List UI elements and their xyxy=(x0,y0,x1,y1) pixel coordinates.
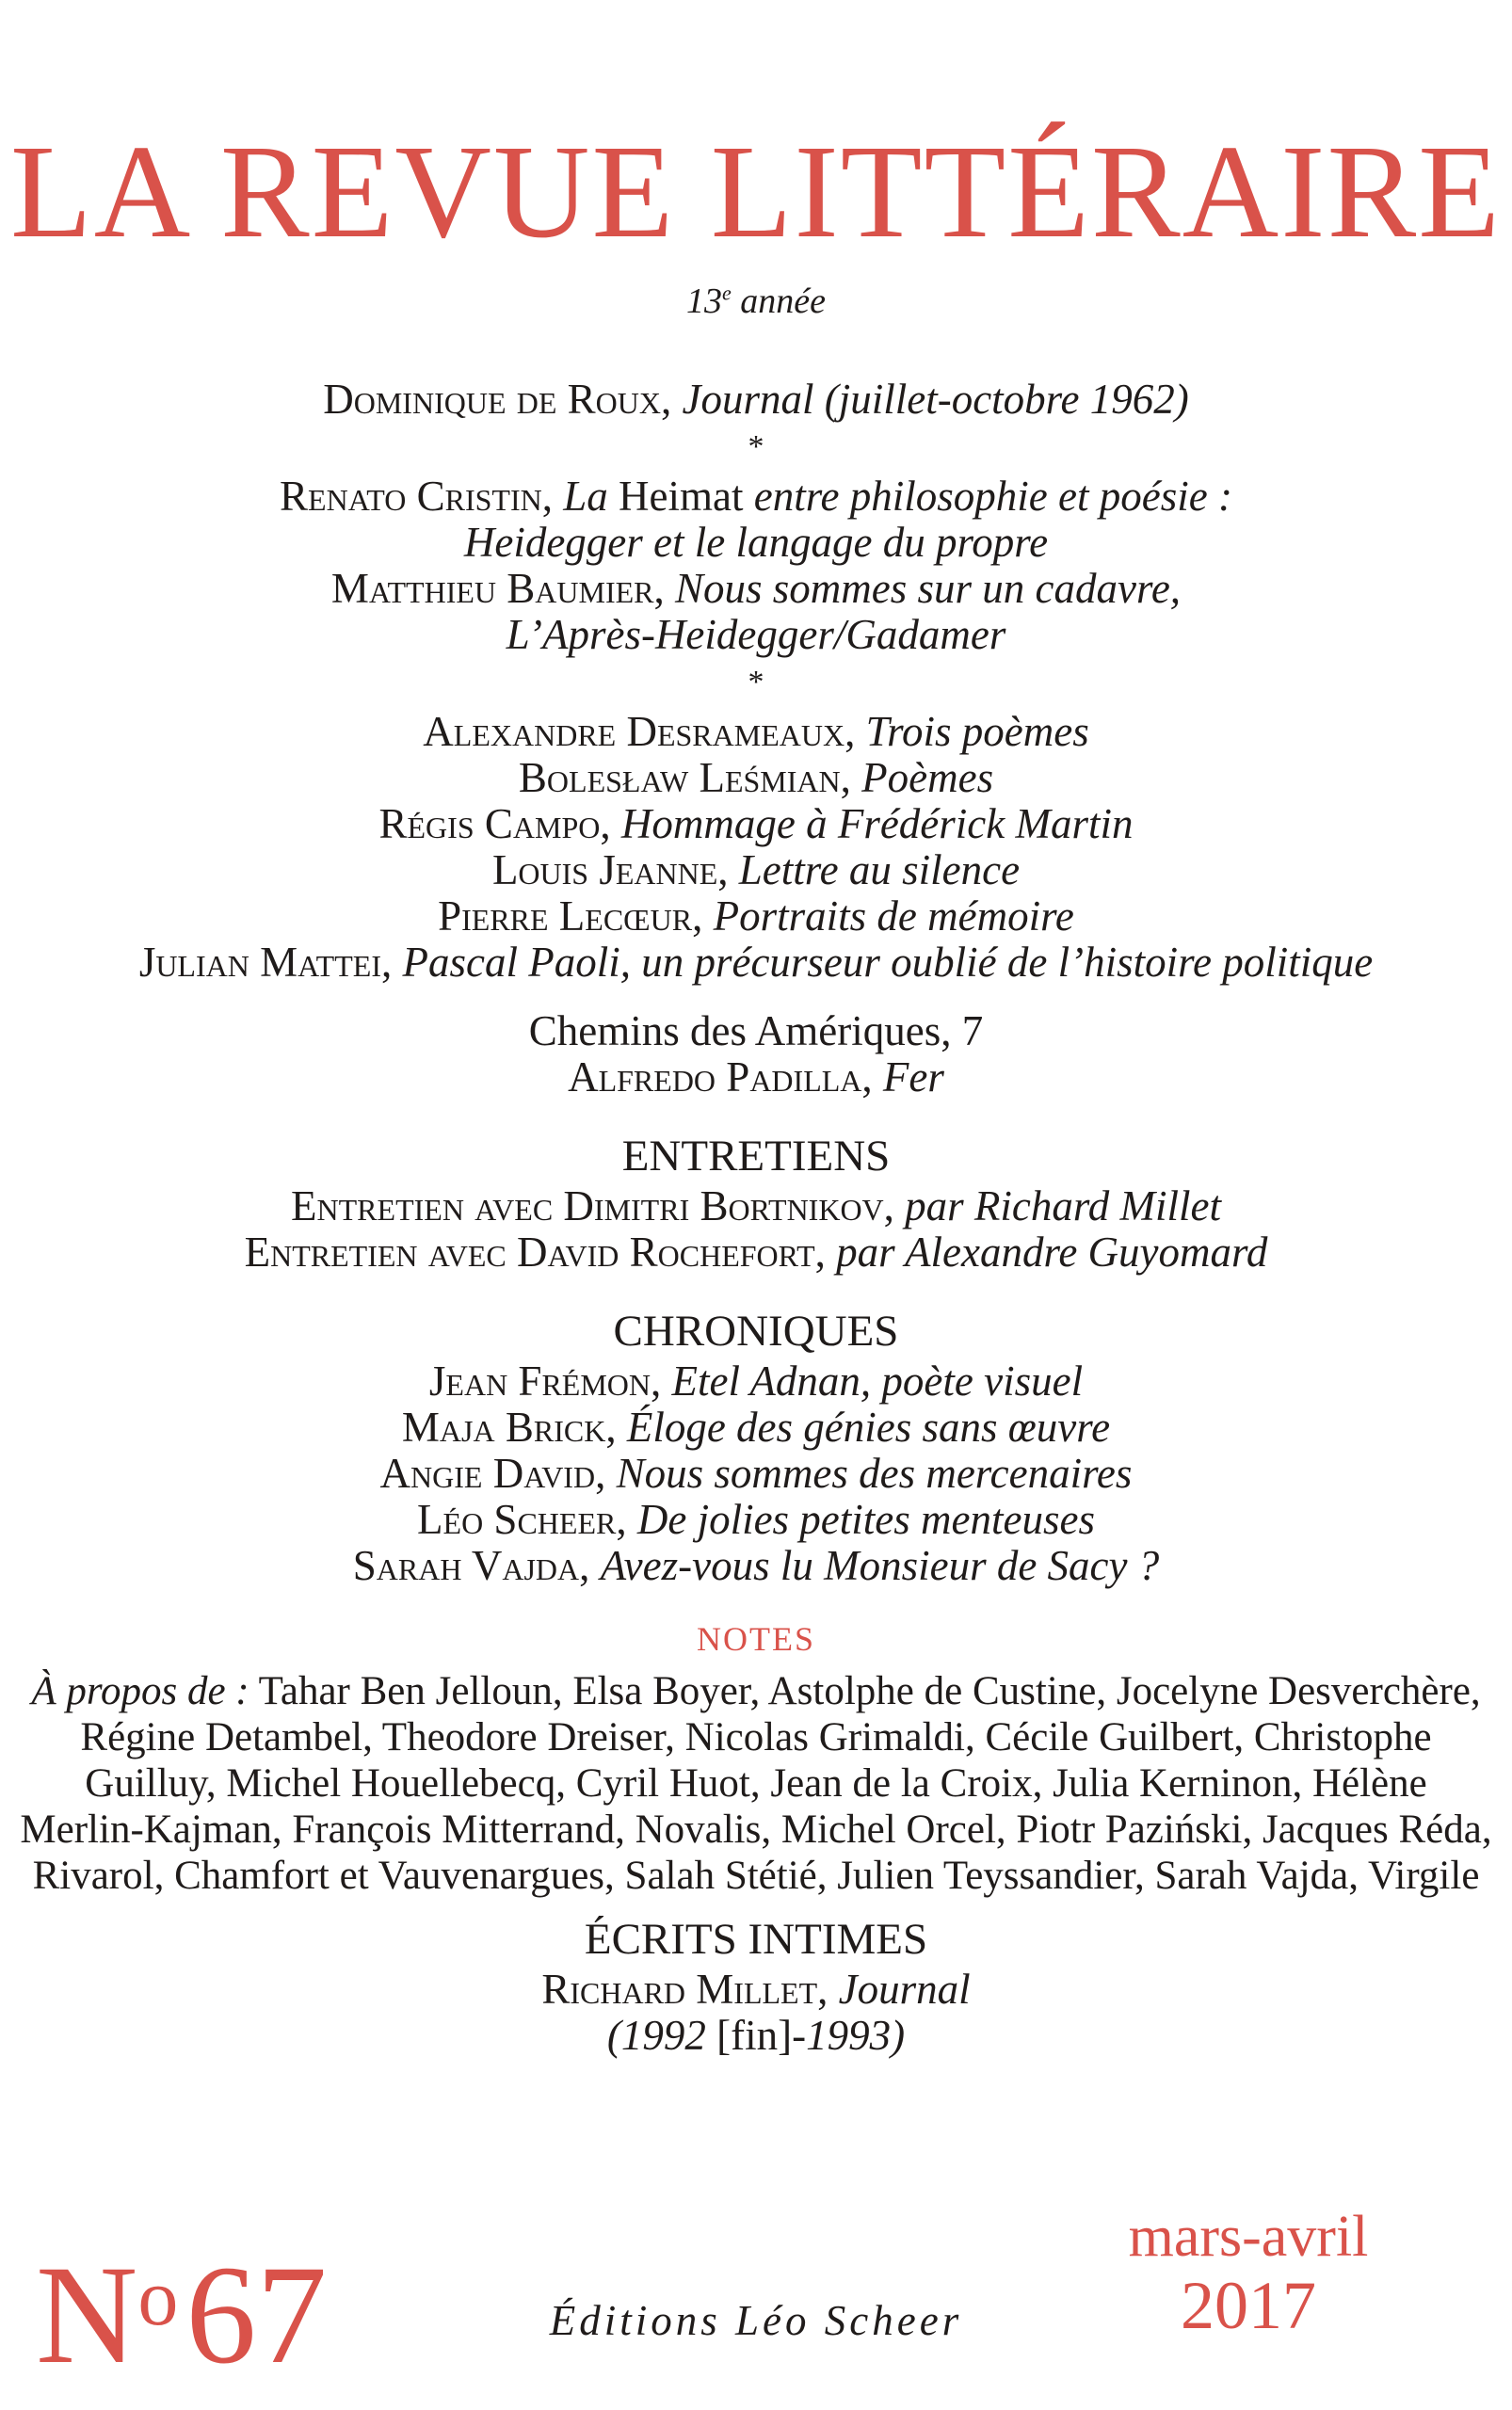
toc-entry-continuation: Heidegger et le langage du propre xyxy=(463,519,1049,566)
toc-entry: Richard Millet, Journal xyxy=(541,1966,971,2013)
toc-entry-continuation: L’Après-Heidegger/Gadamer xyxy=(506,611,1006,658)
asterisk-separator: * xyxy=(748,665,764,699)
toc-entry-continuation: (1992 [fin]-1993) xyxy=(606,2012,906,2059)
table-of-contents xyxy=(19,377,1493,2059)
toc-entry: Alexandre Desrameaux, Trois poèmes xyxy=(423,708,1089,755)
toc-entry: Alfredo Padilla, Fer xyxy=(568,1053,944,1101)
issue-number: $N^o67$ xyxy=(36,2237,328,2393)
toc-entry: Entretien avec Dimitri Bortnikov, par Richard Millet xyxy=(291,1182,1221,1229)
issue-period: mars-avril xyxy=(1128,2205,1369,2269)
toc-entry: Régis Campo, Hommage à Frédérick Martin xyxy=(378,800,1134,847)
asterisk-separator: * xyxy=(748,429,764,464)
toc-entry: Jean Frémon, Etel Adnan, poète visuel xyxy=(428,1358,1084,1405)
toc-entry: Maja Brick, Éloge des génies sans œuvre xyxy=(401,1404,1111,1451)
series-heading: Chemins des Amériques, 7 xyxy=(528,1007,984,1054)
toc-entry: Sarah Vajda, Avez-vous lu Monsieur de Sacy ? xyxy=(352,1542,1160,1589)
toc-entry: Louis Jeanne, Lettre au silence xyxy=(491,846,1021,893)
toc-entry: Léo Scheer, De jolies petites menteuses xyxy=(417,1496,1095,1543)
issue-year: 2017 xyxy=(1181,2268,1316,2343)
section-heading-ecrits-intimes: ÉCRITS INTIMES xyxy=(584,1915,928,1964)
section-heading-chroniques: CHRONIQUES xyxy=(613,1307,899,1356)
toc-entry: Bolesław Leśmian, Poèmes xyxy=(518,754,994,801)
section-heading-entretiens: ENTRETIENS xyxy=(621,1132,891,1181)
notes-list: À propos de : Tahar Ben Jelloun, Elsa Boyer, Astolphe de Custine, Jocelyne Desverchère, Régine Detambel, Theodore Dreiser, Nicolas Grimaldi, Cécile Guilbert, Christophe Guilluy, Michel Houellebecq, Cyril Huot, Jean de la Croix, Julia Kerninon, Hélène Merlin-Kajman, François Mitterrand, Novalis, Michel Orcel, Piotr Paziński, Jacques Réda, Rivarol, Chamfort et Vauvenargues, Salah Stétié, Julien Teyssandier, Sarah Vajda, Virgile xyxy=(20,1669,1492,1898)
journal-title: LA REVUE LITTÉRAIRE xyxy=(10,117,1502,265)
publisher-name: Éditions Léo Scheer xyxy=(549,2297,963,2344)
section-heading-notes: NOTES xyxy=(697,1620,815,1658)
toc-entry: Pierre Lecœur, Portraits de mémoire xyxy=(438,892,1074,940)
toc-entry: Julian Mattei, Pascal Paoli, un précurseur oublié de l’histoire politique xyxy=(138,939,1374,986)
year-of-publication: 13e année xyxy=(686,281,826,321)
toc-entry: Angie David, Nous sommes des mercenaires xyxy=(379,1450,1133,1497)
toc-entry: Dominique de Roux, Journal (juillet-octobre 1962) xyxy=(323,376,1189,423)
toc-entry: Matthieu Baumier, Nous sommes sur un cadavre, xyxy=(330,565,1182,612)
toc-entry: Entretien avec David Rochefort, par Alexandre Guyomard xyxy=(244,1229,1268,1276)
toc-entry: Renato Cristin, La Heimat entre philosophie et poésie : xyxy=(280,473,1232,520)
